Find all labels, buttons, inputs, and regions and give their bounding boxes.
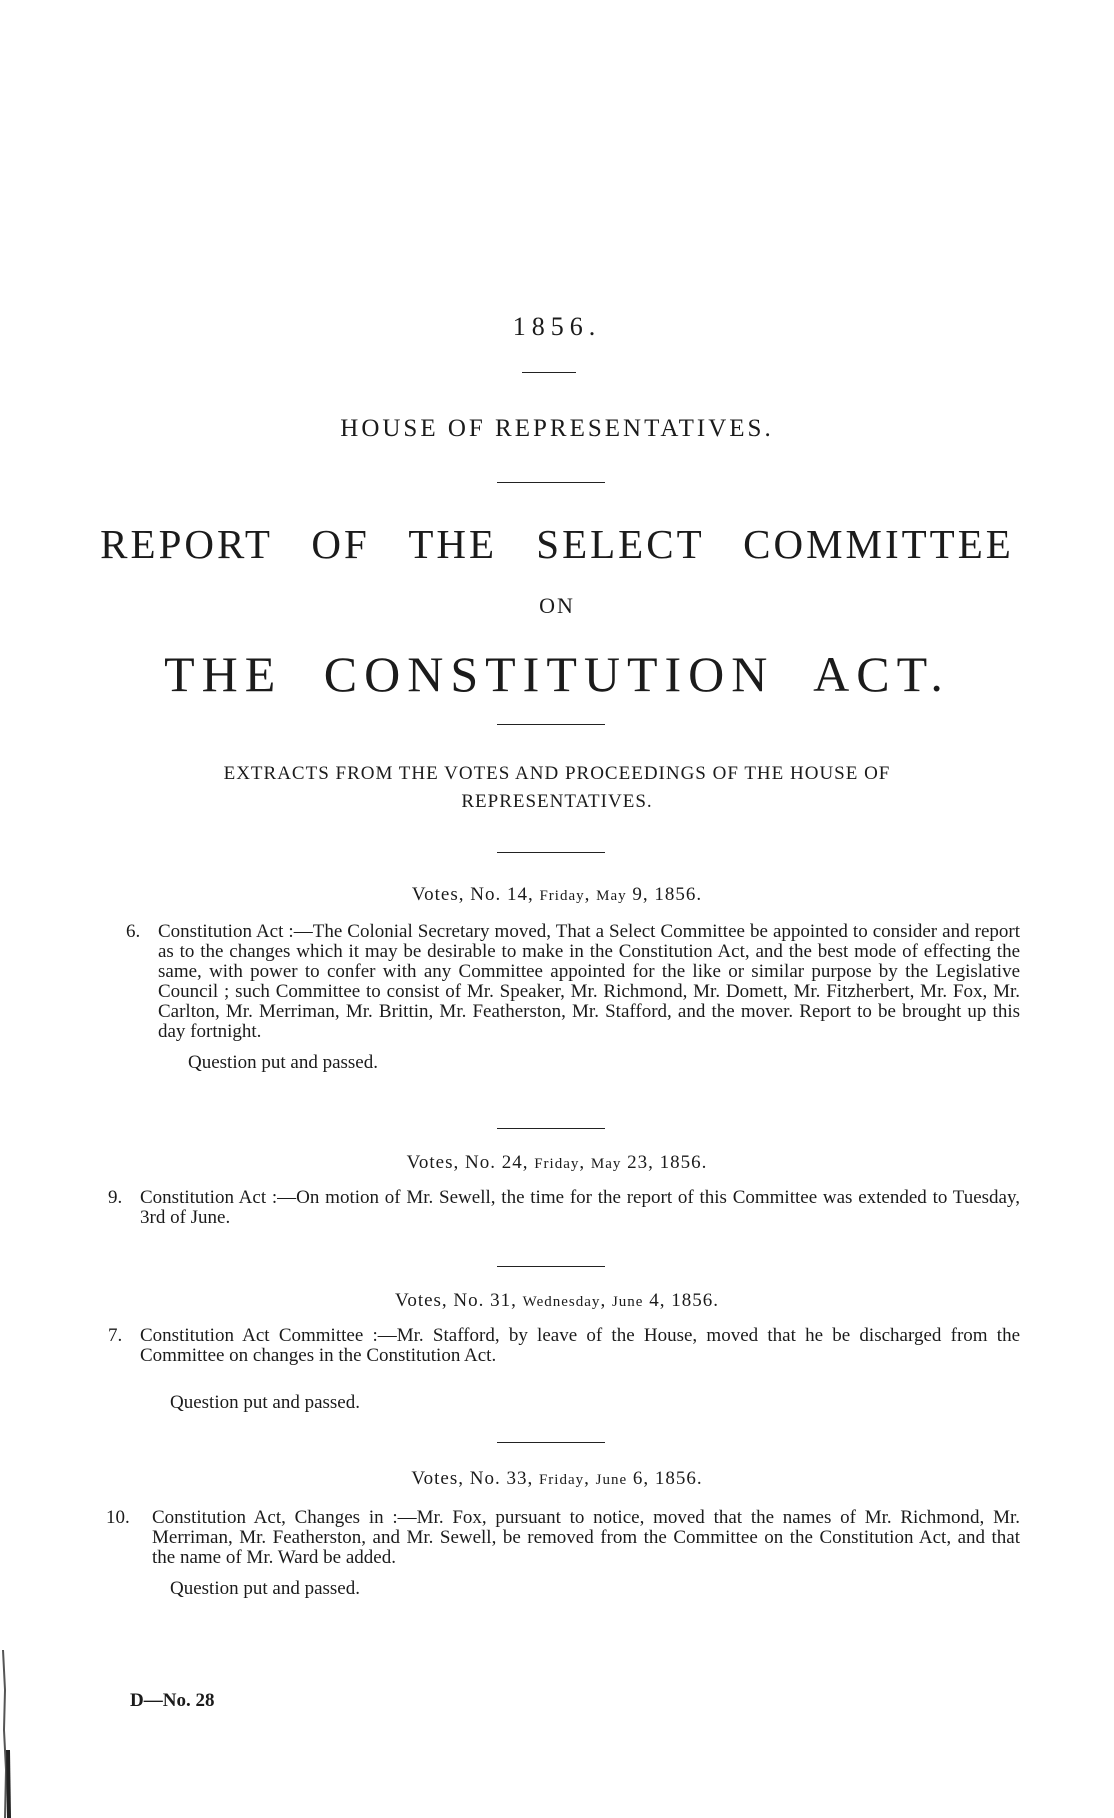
votes-date: 4, 1856. xyxy=(643,1290,719,1311)
votes-separator: , xyxy=(600,1290,612,1311)
votes-number: Votes, No. 33, xyxy=(411,1468,539,1489)
votes-month: June xyxy=(595,1472,628,1488)
entry-text: Constitution Act, Changes in :—Mr. Fox, pursuant to notice, moved that the names of Mr. Richmond, Mr. Merriman, Mr. Featherston, and Mr. Sewell, be removed from the Committee on the Constitution Act, and that the name of Mr. Ward be added. xyxy=(152,1507,1020,1568)
divider-rule xyxy=(497,1266,605,1267)
scan-edge-mark xyxy=(0,1650,14,1818)
entry-number: 6. xyxy=(126,921,141,942)
house-heading: HOUSE OF REPRESENTATIVES. xyxy=(340,415,774,442)
votes-number: Votes, No. 14, xyxy=(411,884,540,905)
entry-result: Question put and passed. xyxy=(170,1392,360,1413)
proceeding-entry xyxy=(106,1507,1020,1568)
divider-rule xyxy=(497,1128,605,1129)
on-heading: ON xyxy=(539,593,575,618)
votes-heading xyxy=(0,884,1114,906)
proceeding-entry xyxy=(126,921,1020,1042)
votes-day: Friday xyxy=(539,888,585,904)
entry-result: Question put and passed. xyxy=(188,1052,378,1073)
votes-separator: , xyxy=(584,1468,596,1489)
votes-separator: , xyxy=(584,884,597,905)
votes-date: 23, 1856. xyxy=(621,1152,708,1173)
divider-rule xyxy=(522,372,576,373)
votes-day: Friday xyxy=(538,1472,585,1488)
votes-month: June xyxy=(611,1294,644,1310)
votes-heading xyxy=(0,1290,1114,1312)
act-title: THE CONSTITUTION ACT. xyxy=(164,646,950,702)
year-heading: 1856. xyxy=(512,312,602,341)
report-title: REPORT OF THE SELECT COMMITTEE xyxy=(100,521,1014,567)
votes-date: 9, 1856. xyxy=(626,884,703,905)
extracts-line: REPRESENTATIVES. xyxy=(461,791,653,812)
proceeding-entry xyxy=(108,1325,1020,1366)
entry-result: Question put and passed. xyxy=(170,1578,360,1599)
divider-rule xyxy=(497,852,605,853)
proceeding-entry xyxy=(108,1187,1020,1228)
votes-separator: , xyxy=(579,1152,591,1173)
votes-heading xyxy=(0,1468,1114,1490)
divider-rule xyxy=(497,1442,605,1443)
votes-day: Wednesday xyxy=(522,1294,601,1310)
votes-heading xyxy=(0,1152,1114,1174)
divider-rule xyxy=(497,724,605,725)
votes-number: Votes, No. 24, xyxy=(406,1152,535,1173)
entry-text: Constitution Act Committee :—Mr. Stafford, by leave of the House, moved that he be discharged from the Committee on changes in the Constitution Act. xyxy=(140,1325,1020,1366)
document-reference: D—No. 28 xyxy=(130,1690,215,1711)
votes-month: May xyxy=(590,1156,622,1172)
divider-rule xyxy=(497,482,605,483)
votes-date: 6, 1856. xyxy=(627,1468,703,1489)
votes-number: Votes, No. 31, xyxy=(395,1290,523,1311)
entry-number: 7. xyxy=(108,1325,123,1346)
extracts-line: EXTRACTS FROM THE VOTES AND PROCEEDINGS OF THE HOUSE OF xyxy=(223,763,891,784)
entry-number: 9. xyxy=(108,1187,123,1208)
entry-text: Constitution Act :—The Colonial Secretary moved, That a Select Committee be appointed to consider and report as to the changes which it may be desirable to make in the Constitution Act, and the best mode of effecting the same, with power to confer with any Committee appointed for the like or similar purpose by the Legislative Council ; such Committee to consist of Mr. Speaker, Mr. Richmond, Mr. Domett, Mr. Fitzherbert, Mr. Fox, Mr. Carlton, Mr. Merriman, Mr. Brittin, Mr. Featherston, Mr. Stafford, and the mover. Report to be brought up this day fortnight. xyxy=(158,921,1020,1042)
extracts-heading xyxy=(0,760,1114,816)
entry-text: Constitution Act :—On motion of Mr. Sewell, the time for the report of this Committee was extended to Tuesday, 3rd of June. xyxy=(140,1187,1020,1228)
votes-month: May xyxy=(596,888,627,904)
entry-number: 10. xyxy=(106,1507,130,1528)
votes-day: Friday xyxy=(534,1156,580,1172)
